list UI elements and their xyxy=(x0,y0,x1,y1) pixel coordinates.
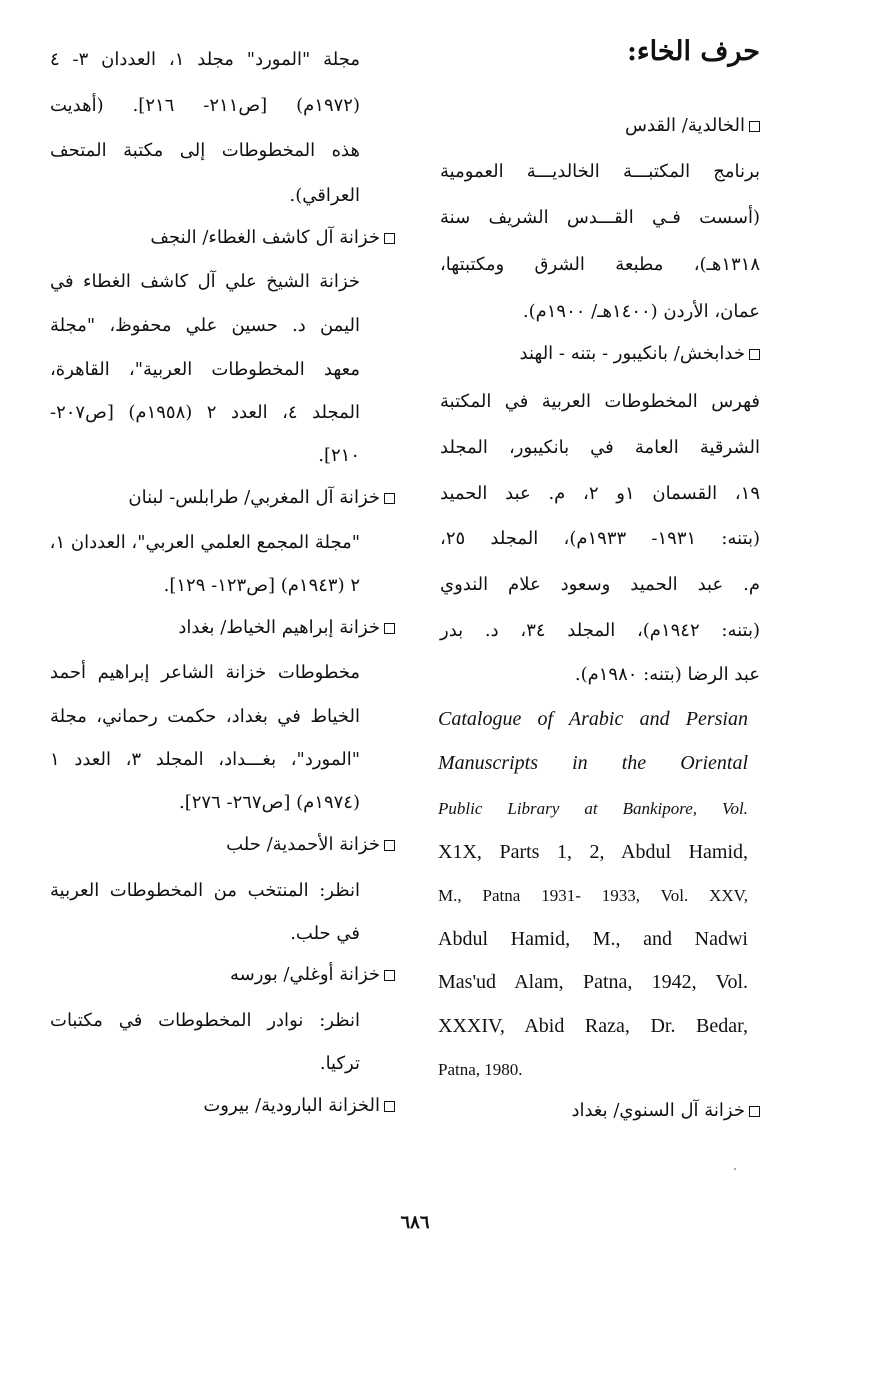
entry-line: (بتنه: ١٩٤٢م)، المجلد ٣٤، د. بدر xyxy=(440,620,760,641)
latin-citation-line: M., Patna 1931- 1933, Vol. XXV, xyxy=(438,886,748,905)
entry-title-khayyat: خزانة إبراهيم الخياط/ بغداد xyxy=(178,617,395,638)
entry-line: (أسست فـي القـــدس الشريف سنة xyxy=(440,207,760,228)
entry-line: في حلب. xyxy=(290,923,360,944)
entry-line: اليمن د. حسين علي محفوظ، "مجلة xyxy=(50,315,360,336)
continuation-line: العراقي). xyxy=(289,185,360,206)
left-column xyxy=(50,0,395,1200)
checkbox-square-icon xyxy=(384,623,395,634)
entry-line: فهرس المخطوطات العربية في المكتبة xyxy=(440,391,760,412)
checkbox-square-icon xyxy=(384,493,395,504)
section-heading: حرف الخاء: xyxy=(626,36,760,67)
latin-citation-line: X1X, Parts 1, 2, Abdul Hamid, xyxy=(438,841,748,863)
entry-line: م. عبد الحميد وسعود علام الندوي xyxy=(440,574,760,595)
latin-citation-line: Patna, 1980. xyxy=(438,1060,523,1079)
entry-line: عبد الرضا (بتنه: ١٩٨٠م). xyxy=(574,664,760,685)
page-number: ٦٨٦ xyxy=(400,1212,430,1233)
latin-citation-line: XXXIV, Abid Raza, Dr. Bedar, xyxy=(438,1015,748,1037)
entry-title-maghribi: خزانة آل المغربي/ طرابلس- لبنان xyxy=(128,487,395,508)
checkbox-square-icon xyxy=(749,349,760,360)
entry-line: "المورد"، بغـــداد، المجلد ٣، العدد ١ xyxy=(50,749,361,770)
entry-line: ٢١٠]. xyxy=(318,445,360,466)
entry-line: "مجلة المجمع العلمي العربي"، العددان ١، xyxy=(49,532,360,553)
entry-line: تركيا. xyxy=(319,1053,360,1074)
entry-title-khuda-bakhsh: خدابخش/ بانكيبور - بتنه - الهند xyxy=(520,343,760,364)
entry-line: برنامج المكتبـــة الخالديـــة العمومية xyxy=(440,161,760,182)
entry-title-barudiyya: الخزانة البارودية/ بيروت xyxy=(203,1095,395,1116)
checkbox-square-icon xyxy=(384,840,395,851)
entry-line: انظر: المنتخب من المخطوطات العربية xyxy=(50,880,360,901)
entry-line: ٢ (١٩٤٣م) [ص١٢٣- ١٢٩]. xyxy=(163,575,360,596)
checkbox-square-icon xyxy=(384,1101,395,1112)
checkbox-square-icon xyxy=(749,121,760,132)
checkbox-square-icon xyxy=(384,233,395,244)
checkbox-square-icon xyxy=(384,970,395,981)
entry-line: ١٣١٨هـ)، مطبعة الشرق ومكتبتها، xyxy=(440,254,760,275)
checkbox-square-icon xyxy=(749,1106,760,1117)
entry-line: المجلد ٤، العدد ٢ (١٩٥٨م) [ص٢٠٧- xyxy=(50,402,360,423)
latin-citation-line: Public Library at Bankipore, Vol. xyxy=(438,799,748,818)
latin-citation-line: Abdul Hamid, M., and Nadwi xyxy=(438,928,748,950)
entry-line: الشرقية العامة في بانكيبور، المجلد xyxy=(440,437,760,458)
continuation-line: مجلة "المورد" مجلد ١، العددان ٣- ٤ xyxy=(50,49,360,70)
latin-citation-line: Manuscripts in the Oriental xyxy=(438,752,748,774)
entry-title-oghli: خزانة أوغلي/ بورسه xyxy=(230,964,395,985)
entry-line: انظر: نوادر المخطوطات في مكتبات xyxy=(50,1010,360,1031)
latin-citation-line: Catalogue of Arabic and Persian xyxy=(438,708,748,730)
entry-line: مخطوطات خزانة الشاعر إبراهيم أحمد xyxy=(50,662,360,683)
entry-line: معهد المخطوطات العربية"، القاهرة، xyxy=(50,359,360,380)
scan-speck xyxy=(734,1168,736,1170)
entry-title-ahmadiyya: خزانة الأحمدية/ حلب xyxy=(226,834,395,855)
entry-title-kashif-al-ghita: خزانة آل كاشف الغطاء/ النجف xyxy=(150,227,395,248)
entry-title-sanawi: خزانة آل السنوي/ بغداد xyxy=(571,1100,760,1121)
entry-line: الخياط في بغداد، حكمت رحماني، مجلة xyxy=(50,706,360,727)
continuation-line: (١٩٧٢م) [ص٢١١- ٢١٦]. (أهديت xyxy=(50,95,360,116)
entry-line: (١٩٧٤م) [ص٢٦٧- ٢٧٦]. xyxy=(179,792,360,813)
entry-line: عمان، الأردن (١٤٠٠هـ/ ١٩٠٠م). xyxy=(522,301,760,322)
continuation-line: هذه المخطوطات إلى مكتبة المتحف xyxy=(50,140,360,161)
latin-citation-line: Mas'ud Alam, Patna, 1942, Vol. xyxy=(438,971,748,993)
entry-line: (بتنه: ١٩٣١- ١٩٣٣م)، المجلد ٢٥، xyxy=(440,528,760,549)
entry-title-khalidiyya: الخالدية/ القدس xyxy=(625,115,760,136)
entry-line: خزانة الشيخ علي آل كاشف الغطاء في xyxy=(50,271,360,292)
entry-line: ١٩، القسمان ١و ٢، م. عبد الحميد xyxy=(440,483,761,504)
